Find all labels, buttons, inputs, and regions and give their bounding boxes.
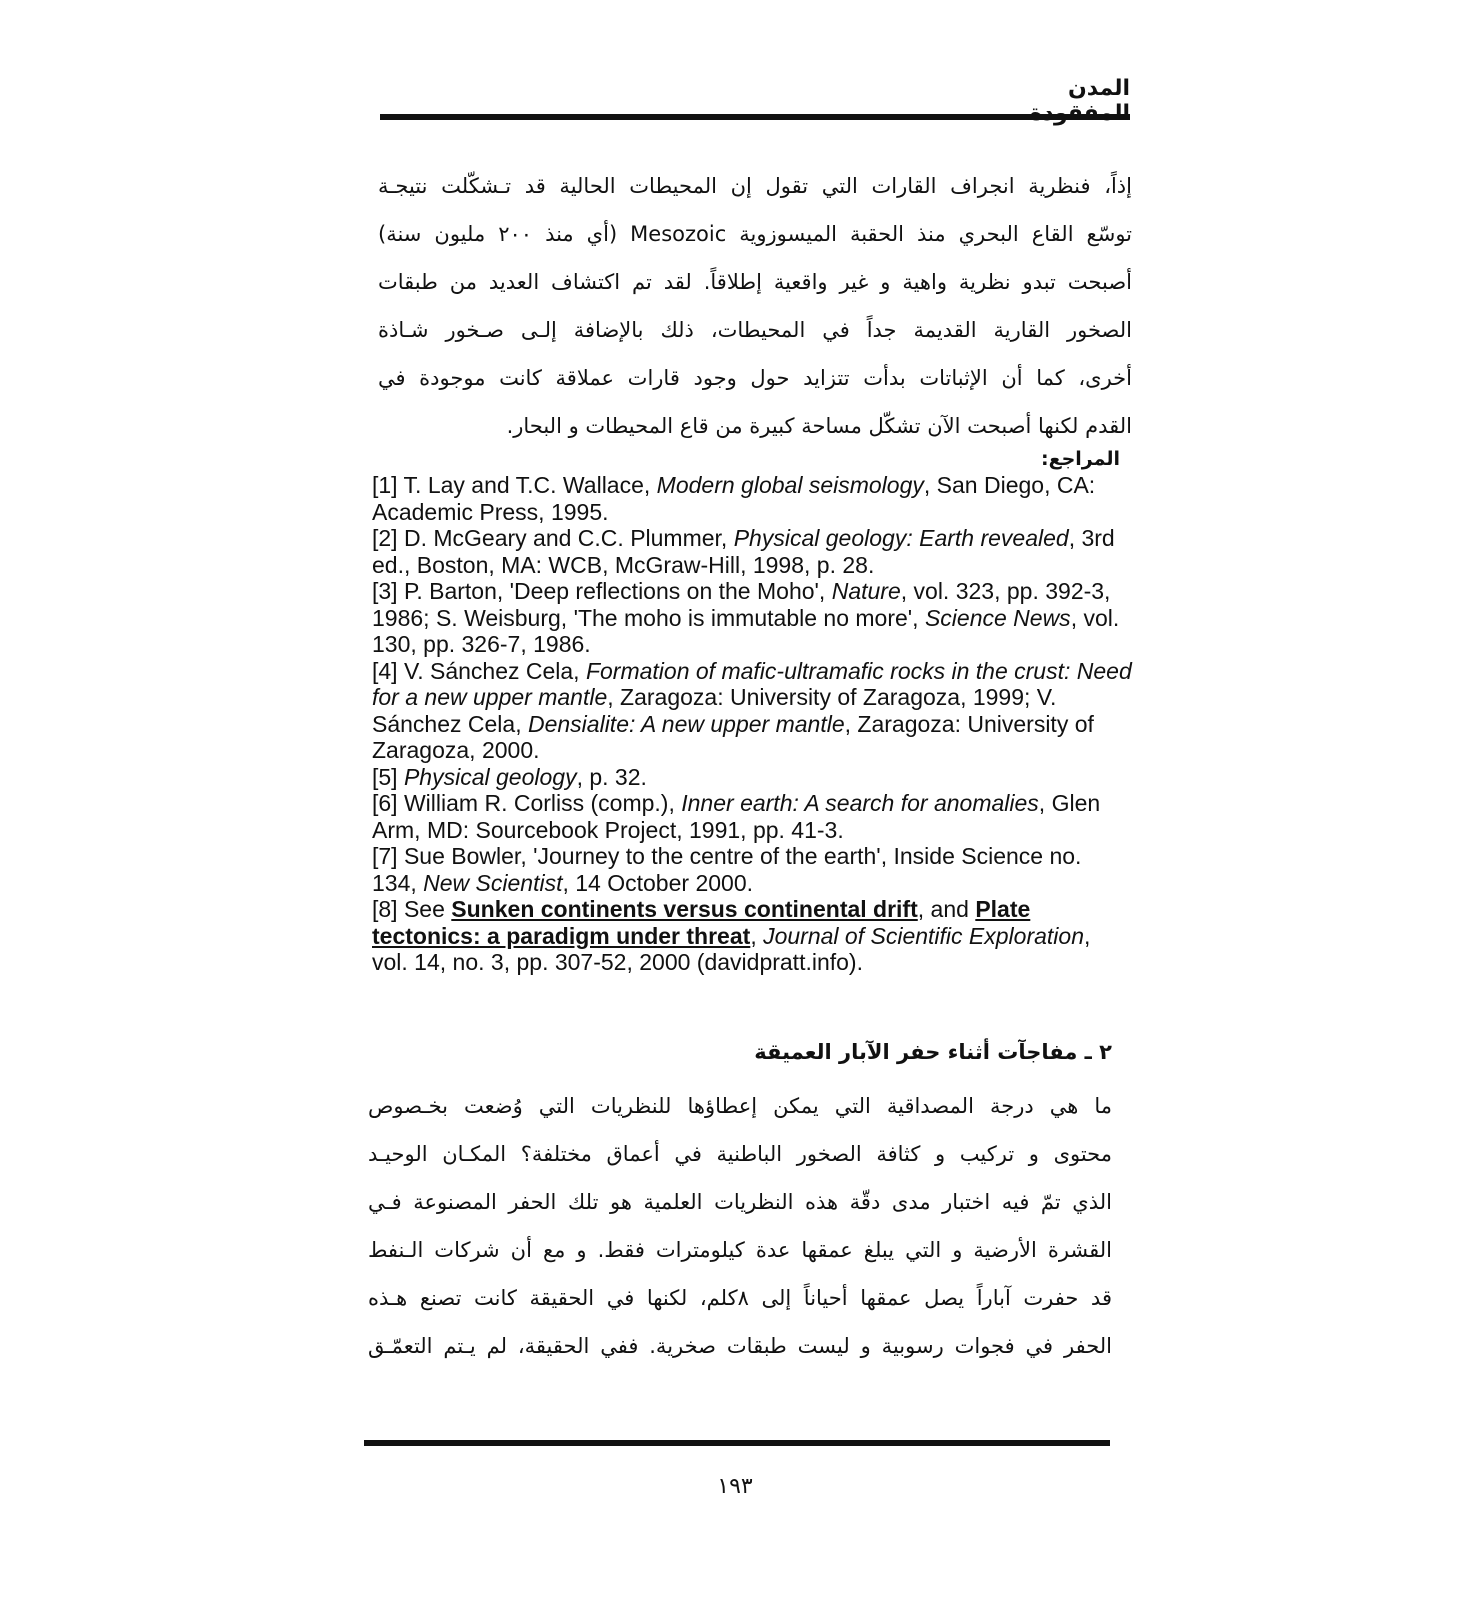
reference-text: D. McGeary and C.C. Plummer, — [397, 525, 734, 551]
reference-text: , vol. 130, pp. 326-7, 1986. — [372, 604, 1120, 657]
paragraph-line: محتوى و تركيب و كثافة الصخور الباطنية في أعماق مختلفة؟ المكـان الوحيـد — [368, 1142, 1112, 1166]
reference-text: Sue Bowler, 'Journey to the centre of the earth', Inside Science no. 134, — [372, 843, 1082, 896]
reference-title: New Scientist — [423, 869, 563, 896]
paragraph-line: الذي تمّ فيه اختبار مدى دقّة هذه النظريات العلمية هو تلك الحفر المصنوعة فـي — [368, 1190, 1112, 1214]
reference-title: Science News — [924, 604, 1071, 631]
reference-text: T. Lay and T.C. Wallace, — [397, 472, 657, 498]
paragraph-line: أصبحت تبدو نظرية واهية و غير واقعية إطلاقاً. لقد تم اكتشاف العديد من طبقات — [378, 270, 1132, 294]
reference-title: Formation of mafic-ultramafic rocks in the crust: Need for a new upper mantle — [372, 657, 1132, 710]
header-rule — [380, 114, 1130, 120]
reference-text: , 14 October 2000. — [562, 869, 753, 896]
reference-link-plate-tectonics[interactable]: Plate tectonics: a paradigm under threat — [372, 896, 1031, 949]
reference-text: , — [750, 922, 764, 949]
reference-text: , and — [917, 896, 976, 922]
references-title: المراجع: — [1041, 448, 1120, 470]
reference-item — [372, 790, 1132, 843]
reference-text: , vol. 323, pp. 392-3, 1986; S. Weisburg, 'The moho is immutable no more', — [372, 578, 1111, 631]
paragraph-line: إذاً، فنظرية انجراف القارات التي تقول إن المحيطات الحالية قد تـشكّلت نتيجـة — [378, 174, 1132, 198]
reference-text: P. Barton, 'Deep reflections on the Moho', — [397, 578, 832, 604]
reference-number: [1] — [372, 472, 398, 498]
reference-item — [372, 472, 1132, 525]
reference-item — [372, 525, 1132, 578]
reference-title: Journal of Scientific Exploration — [763, 922, 1084, 949]
reference-text: , San Diego, CA: Academic Press, 1995. — [372, 472, 1096, 525]
reference-number: [2] — [372, 525, 398, 551]
reference-text: , 3rd ed., Boston, MA: WCB, McGraw-Hill, 1998, p. 28. — [372, 525, 1115, 578]
body-paragraph-1 — [378, 162, 1132, 450]
reference-text: , Zaragoza: University of Zaragoza, 2000. — [372, 710, 1094, 763]
footer-rule — [364, 1440, 1110, 1446]
page-number: ١٩٣ — [717, 1474, 753, 1499]
reference-number: [4] — [372, 657, 398, 684]
reference-text: , Glen Arm, MD: Sourcebook Project, 1991, pp. 41-3. — [372, 790, 1101, 843]
reference-text: V. Sánchez Cela, — [397, 657, 586, 684]
paragraph-line: توسّع القاع البحري منذ الحقبة الميسوزوية Mesozoic (أي منذ ٢٠٠ مليون سنة) — [378, 222, 1133, 246]
references-list — [372, 472, 1132, 976]
reference-text: William R. Corliss (comp.), — [397, 790, 682, 816]
reference-number: [7] — [372, 843, 398, 869]
reference-item — [372, 764, 1132, 791]
reference-number: [8] — [372, 896, 398, 922]
section-heading: ٢ ـ مفاجآت أثناء حفر الآبار العميقة — [754, 1040, 1112, 1064]
reference-item — [372, 896, 1132, 976]
paragraph-line: القشرة الأرضية و التي يبلغ عمقها عدة كيلومترات فقط. و مع أن شركات الـنفط — [368, 1238, 1112, 1262]
reference-number: [5] — [372, 763, 398, 790]
reference-text: , Zaragoza: University of Zaragoza, 1999; V. Sánchez Cela, — [372, 684, 1057, 737]
reference-text: , p. 32. — [576, 763, 647, 790]
running-title: المدن — [1067, 76, 1130, 101]
reference-number: [6] — [372, 790, 398, 816]
paragraph-line: أخرى، كما أن الإثباتات بدأت تتزايد حول وجود قارات عملاقة كانت موجودة في — [378, 366, 1132, 390]
reference-title: Densialite: A new upper mantle — [527, 710, 845, 737]
reference-title: Physical geology: Earth revealed — [733, 525, 1069, 551]
reference-title: Inner earth: A search for anomalies — [681, 790, 1039, 816]
reference-title: Nature — [831, 578, 901, 604]
paragraph-line: الحفر في فجوات رسوبية و ليست طبقات صخرية. ففي الحقيقة، لم يـتم التعمّـق — [368, 1334, 1112, 1358]
reference-item — [372, 658, 1132, 764]
paragraph-line: القدم لكنها أصبحت الآن تشكّل مساحة كبيرة من قاع المحيطات و البحار. — [506, 414, 1132, 438]
paragraph-line: قد حفرت آباراً يصل عمقها أحياناً إلى ٨كلم، لكنها في الحقيقة كانت تصنع هـذه — [368, 1286, 1112, 1310]
reference-item — [372, 578, 1132, 658]
reference-title: Modern global seismology — [656, 472, 924, 498]
reference-link-sunken-continents[interactable]: Sunken continents versus continental drift — [451, 896, 918, 922]
reference-title: Physical geology — [403, 763, 577, 790]
reference-item — [372, 843, 1132, 896]
paragraph-line: الصخور القارية القديمة جداً في المحيطات، ذلك بالإضافة إلـى صـخور شـاذة — [378, 318, 1132, 342]
body-paragraph-2 — [368, 1082, 1112, 1370]
reference-text: See — [397, 896, 452, 922]
reference-text: , vol. 14, no. 3, pp. 307-52, 2000 (davidpratt.info). — [372, 922, 1091, 975]
paragraph-line: ما هي درجة المصداقية التي يمكن إعطاؤها للنظريات التي وُضعت بخـصوص — [368, 1094, 1112, 1118]
reference-number: [3] — [372, 578, 398, 604]
